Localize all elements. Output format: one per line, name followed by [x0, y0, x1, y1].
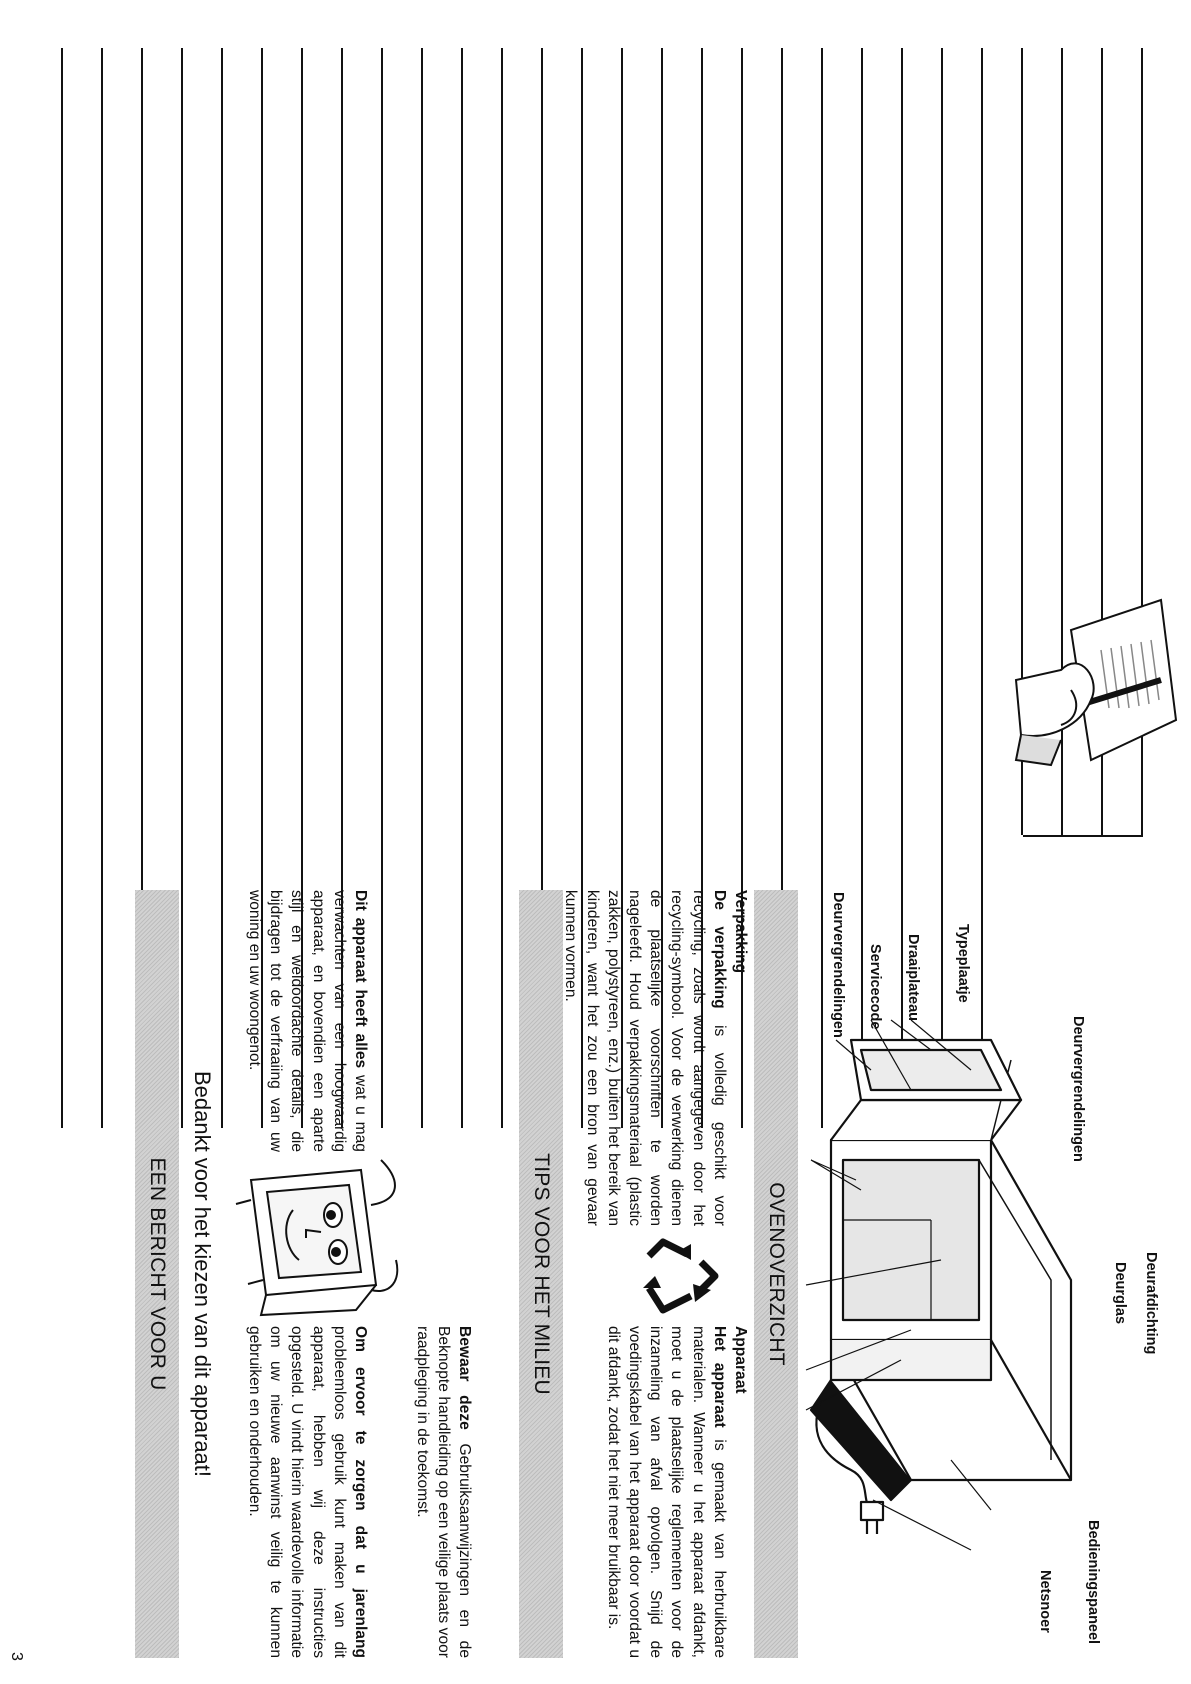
note-line — [862, 48, 864, 1128]
p2-bold: Om ervoor te zorgen dat u jarenlang — [352, 1326, 369, 1658]
appliance-rest: is gemaakt van herbruikbare materialen. Wanneer u het apparaat afdankt, moet u de plaatselijke reglementen voor de inzameling van afval opvolgen. Snijd de voedingskabel van het apparaat door voordat u dit afdankt, zodat het niet meer bruikbaar is. — [604, 1326, 728, 1658]
label-door-locks-bottom: Deurvergrendelingen — [1070, 1016, 1086, 1162]
note-line — [502, 48, 504, 1128]
packaging-block — [560, 890, 751, 1226]
label-door-seal: Deurafdichting — [1143, 1252, 1159, 1355]
note-line — [822, 48, 824, 1128]
section-banner-environment — [519, 890, 563, 1658]
microwave-face-illustration — [231, 1160, 401, 1320]
note-line — [422, 48, 424, 1128]
label-control-panel: Bedieningspaneel — [1085, 1520, 1101, 1645]
p2-rest: probleemloos gebruik kunt maken van dit apparaat, hebben wij deze instructies opgesteld. U vindt hierin waardevolle informatie om uw nieuwe aanwinst veilig te kunnen gebruiken en onderhouden. — [245, 1326, 348, 1658]
appliance-block — [603, 1326, 751, 1658]
packaging-bold: De verpakking — [710, 890, 728, 1009]
note-line — [102, 48, 104, 1128]
message-subtitle: Bedankt voor het kiezen van dit apparaat! — [190, 1070, 215, 1478]
banner-text: TIPS VOOR HET MILIEU — [530, 1153, 553, 1395]
p3-rest: Gebruiksaanwijzingen en de Beknopte handleiding op een veilige plaats voor raadpleging in de toekomst. — [413, 1326, 473, 1658]
note-line — [902, 48, 904, 1128]
message-paragraph-3 — [411, 1326, 475, 1658]
p3-bold: Bewaar deze — [456, 1326, 473, 1430]
note-line — [982, 48, 984, 1128]
p1-bold: Dit apparaat heeft alles — [352, 890, 369, 1069]
banner-text: EEN BERICHT VOOR U — [146, 1157, 169, 1391]
note-line — [62, 48, 64, 1128]
note-line — [942, 48, 944, 1128]
note-line — [182, 48, 184, 1128]
oven-diagram — [801, 1080, 1111, 1560]
label-service-code: Servicecode — [867, 944, 883, 1030]
note-divider — [1023, 835, 1143, 837]
appliance-bold: Het apparaat — [710, 1326, 728, 1428]
writing-hand-illustration — [1011, 560, 1181, 790]
packaging-heading: Verpakking — [732, 890, 749, 974]
note-line — [462, 48, 464, 1128]
label-door-locks-top: Deurvergrendelingen — [830, 892, 846, 1038]
recycling-icon — [641, 1232, 721, 1320]
p1-rest: wat u mag verwachten van een hoogwaardig apparaat, en bovendien een aparte stijl en weldoordachte details, die bijdragen tot de verfraaiing van uw woning en uw woongenot. — [245, 890, 369, 1152]
banner-text: OVENOVERZICHT — [765, 1182, 788, 1366]
appliance-heading: Apparaat — [732, 1326, 749, 1394]
packaging-rest: is volledig geschikt voor recycling, zoals wordt aangegeven door het recycling-symbool. Voor de verwerking dienen de plaatselijke voorschriften te worden nageleefd. Houd verpakkingsmateriaal (plastic zakken, polystyreen, enz.) buiten het bereik van kinderen, want het zou een bron van gevaar kunnen vormen. — [562, 890, 728, 1226]
note-line — [222, 48, 224, 1128]
label-turntable: Draaiplateau — [905, 934, 921, 1022]
label-door-glass: Deurglas — [1112, 1262, 1128, 1325]
section-banner-message — [135, 890, 179, 1658]
message-paragraph-2 — [244, 1326, 371, 1658]
label-type-plate: Typeplaatje — [955, 924, 971, 1003]
page-number: 3 — [8, 1652, 25, 1661]
note-line — [382, 48, 384, 1128]
label-power-cord: Netsnoer — [1037, 1570, 1053, 1633]
section-banner-overview — [754, 890, 798, 1658]
message-paragraph-1 — [244, 890, 371, 1152]
